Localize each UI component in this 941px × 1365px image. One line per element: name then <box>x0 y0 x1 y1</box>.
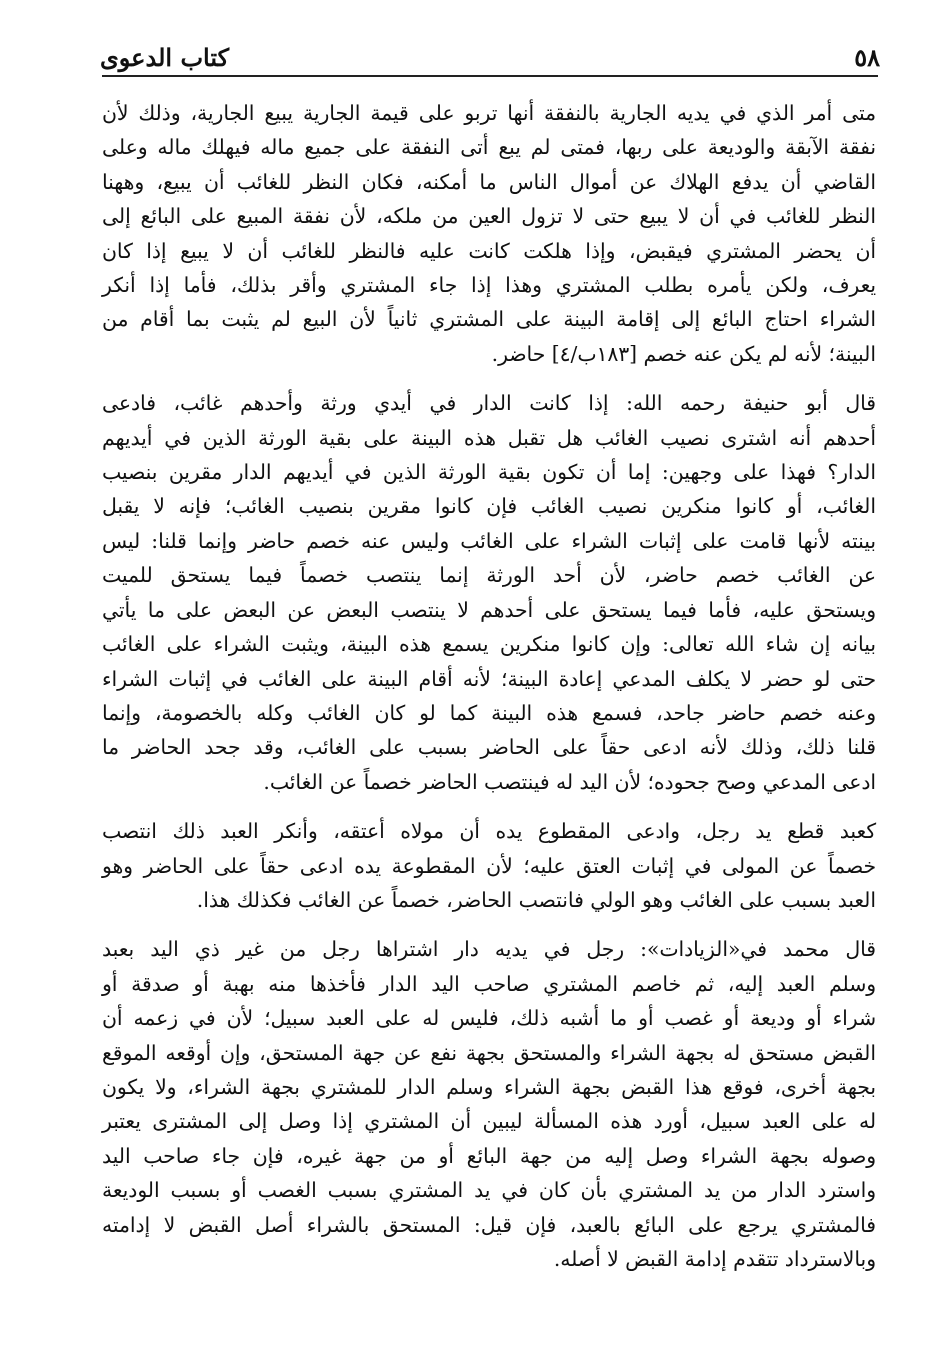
paragraph-1 <box>102 96 876 371</box>
text-line: القبض مستحق له بجهة الشراء والمستحق بجهة نفع عن جهة المستحق، وإن أوقعه الموقع <box>102 1040 876 1065</box>
text-line: متى أمر الذي في يديه الجارية بالنفقة أنها تربو على قيمة الجارية يبيع الجارية، وذلك لأن <box>102 101 876 125</box>
text-line: فالمشتري يرجع على البائع بالعبد، فإن قيل: المستحق بالشراء أصل القبض لا إدامته <box>102 1212 876 1237</box>
text-line: الشراء احتاج البائع إلى إقامة البينة على المشتري ثانياً لأن البيع لم يثبت بما أقام من <box>102 307 876 332</box>
page-header <box>100 36 880 72</box>
text-line: عن الغائب خصم حاضر، لأن أحد الورثة إنما ينتصب خصماً فيما يستحق للميت <box>102 563 876 588</box>
text-line: أن يحضر المشتري فيقبض، وإذا هلكت كانت عليه فالنظر للغائب أن لا يبيع إذا كان <box>102 238 876 263</box>
text-line: ويستحق عليه، فأما فيما يستحق على أحدهم لا ينتصب البعض عن البعض على ما يأتي <box>102 597 876 622</box>
text-line: النظر للغائب في أن لا يبيع حتى لا تزول العين من ملكه، لأن نفقة المبيع على البائع إلى <box>102 204 876 229</box>
text-line: القاضي أن يدفع الهلاك عن أموال الناس ما أمكنه، فكان النظر للغائب أن يبيع، وههنا <box>102 169 876 194</box>
text-line: خصماً عن المولى في إثبات العتق عليه؛ لأن المقطوعة يده ادعى حقاً على الحاضر وهو <box>102 853 876 878</box>
text-line: الدار؟ فهذا على وجهين: إما أن تكون بقية الورثة الذين في أيديهم الدار مقرين بنصيب <box>102 460 876 485</box>
text-line: وصوله بجهة الشراء وصل إليه من جهة البائع أو من جهة غيره، فإن جاء صاحب اليد <box>102 1143 876 1168</box>
text-line: قال أبو حنيفة رحمه الله: إذا كانت الدار في أيدي ورثة وأحدهم غائب، فادعى <box>102 391 876 416</box>
text-line: يعرف، ولكن يأمره بطلب المشتري وهذا إذا جاء المشتري وأقر بذلك، فأما إذا أنكر <box>102 273 876 298</box>
text-line: قلنا ذلك، وذلك لأنه ادعى حقاً على الحاضر بسبب على الغائب، وقد جحد الحاضر ما <box>102 735 876 760</box>
text-line: حتى لو حضر لا يكلف المدعي إعادة البينة؛ لأنه أقام البينة على الغائب في إثبات الشراء <box>102 666 876 691</box>
text-line: نفقة الآبقة والوديعة على ربها، فمتى لم يبع أتى النفقة على جميع ماله فيهلك ماله وعلى <box>102 135 876 160</box>
text-line: شراء أو وديعة أو غصب أو ما أشبه ذلك، فليس له على العبد سبيل؛ لأن في زعمه أن <box>102 1006 876 1031</box>
running-title: كتاب الدعوى <box>100 43 230 72</box>
text-line: أحدهم أنه اشترى نصيب الغائب هل تقبل هذه البينة على بقية الورثة الذين في أيديهم <box>102 425 876 450</box>
text-line: واسترد الدار من يد المشتري بأن كان في يد المشتري بسبب الغصب أو بسبب الوديعة <box>102 1178 876 1203</box>
paragraph-3 <box>102 814 876 917</box>
text-line: له على العبد سبيل، أورد هذه المسألة ليبين أن المشتري إذا وصل إلى المشترى يعتبر <box>102 1109 876 1134</box>
text-line: كعبد قطع يد رجل، وادعى المقطوع يده أن مولاه أعتقه، وأنكر العبد ذلك انتصب <box>102 819 876 844</box>
text-line: ادعى المدعي وصح جحوده؛ لأن اليد له فينتصب الحاضر خصماً عن الغائب. <box>263 769 876 794</box>
text-line: بجهة أخرى، فوقع هذا القبض بجهة الشراء وسلم الدار للمشتري بجهة الشراء، ولا يكون <box>102 1074 876 1099</box>
text-line: البينة؛ لأنه لم يكن عنه خصم [١٨٣ب/٤] حاضر. <box>491 341 876 366</box>
text-line: قال محمد في«الزيادات»: رجل في يديه دار اشتراها رجل من غير ذي اليد بعبد <box>102 937 876 962</box>
paragraph-2 <box>102 386 876 799</box>
text-line: وسلم العبد إليه، ثم خاصم المشتري صاحب اليد الدار فأخذها منه بهبة أو صدقة أو <box>102 971 876 996</box>
text-line: وعنه خصم حاضر جاحد، فسمع هذه البينة كما لو كان الغائب وكله بالخصومة، وإنما <box>102 700 876 725</box>
text-line: العبد بسبب على الغائب وهو الولي فانتصب الحاضر، خصماً عن الغائب فكذلك هذا. <box>196 887 876 912</box>
text-line: وبالاسترداد تتقدم إدامة القبض لا أصله. <box>553 1247 876 1271</box>
header-rule <box>102 75 878 77</box>
text-line: بينته لأنها قامت على إثبات الشراء على الغائب وليس عنه خصم حاضر وإنما قلنا: ليس <box>102 528 876 553</box>
text-line: الغائب، أو كانوا منكرين نصيب الغائب فإن كانوا مقرين بنصيب الغائب؛ فإنه لا يقبل <box>102 494 876 519</box>
page-number: ٥٨ <box>854 43 880 72</box>
text-line: بيانه إن شاء الله تعالى: وإن كانوا منكرين يسمع هذه البينة، ويثبت الشراء على الغائب <box>102 632 876 657</box>
body-text <box>102 96 876 1291</box>
paragraph-4 <box>102 932 876 1276</box>
